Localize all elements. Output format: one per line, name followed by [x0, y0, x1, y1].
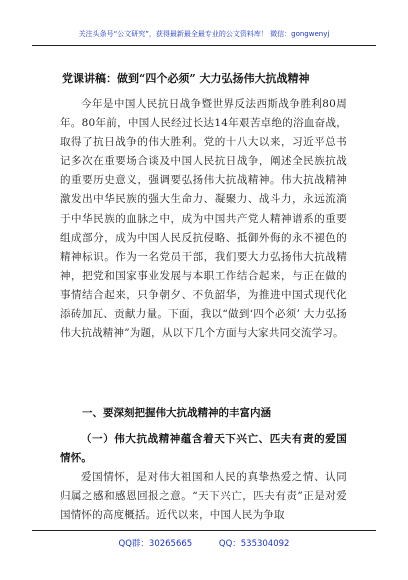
intro-paragraph: 今年是中国人民抗日战争暨世界反法西斯战争胜利80周年。80年前，中国人民经过长达14年艰苦卓绝的浴血奋战，取得了抗日战争的伟大胜利。党的十八大以来，习近平总书记多次在重要场合谈及中国人民抗日战争，阐述全民族抗战的重要历史意义，强调要弘扬伟大抗战精神。伟大抗战精神激发出中华民族的强大生命力、凝聚力、战斗力，永远流淌于中华民族的血脉之中，成为中国共产党人精神谱系的重要组成部分，成为中国人民反抗侵略、抵御外侮的永不褪色的精神标识。作为一名党员干部，我们要大力弘扬伟大抗战精神，把党和国家事业发展与本职工作结合起来，与正在做的事情结合起来，只争朝夕、不负韶华，为推进中国式现代化添砖加瓦、贡献力量。下面，我以“做到‘四个必须’ 大力弘扬伟大抗战精神”为题，从以下几个方面与大家共同交流学习。: [60, 98, 347, 340]
subsection-heading: （一）伟大抗战精神蕴含着天下兴亡、匹夫有责的爱国情怀。: [60, 433, 347, 465]
footer-divider: [32, 530, 376, 531]
document-title: 党课讲稿：做到“四个必须” 大力弘扬伟大抗战精神: [62, 72, 310, 85]
subsection-paragraph: 爱国情怀，是对伟大祖国和人民的真挚热爱之情、认同归属之感和感恩回报之意。“天下兴亡，匹夫有责”正是对爱国情怀的高度概括。近代以来，中国人民为争取: [60, 471, 347, 522]
footer: [0, 537, 408, 549]
section-heading: 一、要深刻把握伟大抗战精神的丰富内涵: [82, 407, 271, 419]
header-banner: 关注头条号“公文研究”，获得最新最全最专业的公文资料库！ 微信：gongwenyj: [78, 30, 330, 38]
footer-qq-group: QQ群：30265665: [118, 539, 193, 549]
footer-qq: QQ：535304092: [218, 539, 290, 549]
header-divider: [32, 45, 376, 46]
